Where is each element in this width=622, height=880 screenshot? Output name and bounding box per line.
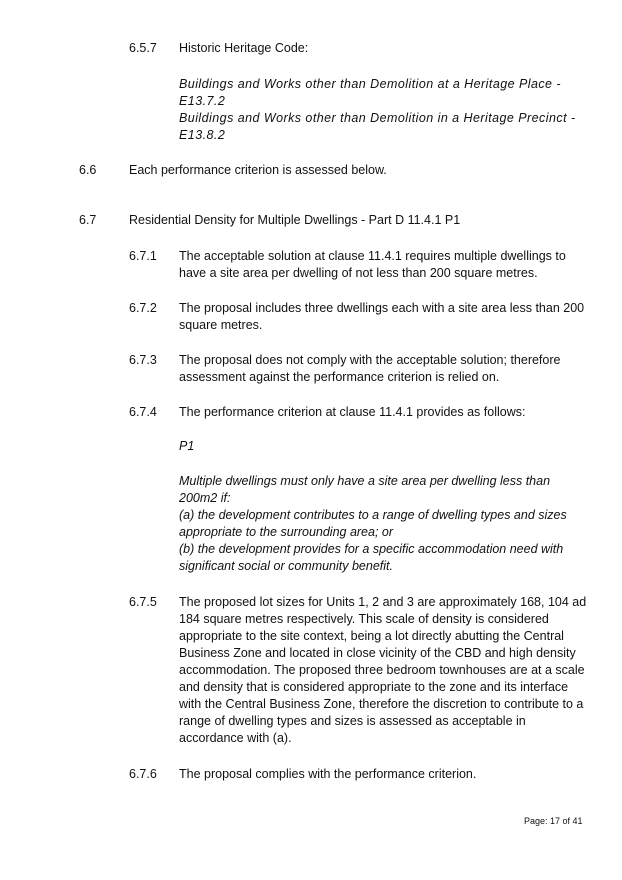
paragraph-line: The proposed lot sizes for Units 1, 2 and 3 are approximately 168, 104 ad <box>179 595 587 609</box>
paragraph-line: with the Central Business Zone, therefore the discretion to contribute to a <box>179 697 584 711</box>
criterion-line: 200m2 if: <box>179 491 231 505</box>
paragraph-line: The proposal includes three dwellings each with a site area less than 200 <box>179 301 585 315</box>
paragraph-line: assessment against the performance criterion is relied on. <box>179 370 500 384</box>
code-reference-line: Buildings and Works other than Demolition in a Heritage Precinct - <box>179 111 576 125</box>
paragraph-line: accommodation. The proposed three bedroom townhouses are at a scale <box>179 663 585 677</box>
paragraph-text: Each performance criterion is assessed below. <box>129 163 387 177</box>
code-reference-line: E13.8.2 <box>179 128 226 142</box>
paragraph-number: 6.7.2 <box>129 301 157 315</box>
paragraph-line: The proposal does not comply with the acceptable solution; therefore <box>179 353 561 367</box>
criterion-line: (a) the development contributes to a range of dwelling types and sizes <box>179 508 567 522</box>
paragraph-number: 6.7.6 <box>129 767 157 781</box>
criterion-line: appropriate to the surrounding area; or <box>179 525 394 539</box>
paragraph-text: The performance criterion at clause 11.4.1 provides as follows: <box>179 405 526 419</box>
code-reference-line: E13.7.2 <box>179 94 226 108</box>
section-heading: Residential Density for Multiple Dwellings - Part D 11.4.1 P1 <box>129 213 461 227</box>
paragraph-line: appropriate to the site context, being a lot directly abutting the Central <box>179 629 564 643</box>
criterion-line: significant social or community benefit. <box>179 559 393 573</box>
paragraph-line: square metres. <box>179 318 263 332</box>
code-reference-line: Buildings and Works other than Demolition at a Heritage Place - <box>179 77 561 91</box>
paragraph-line: 184 square metres respectively. This scale of density is considered <box>179 612 549 626</box>
paragraph-number: 6.6 <box>79 163 97 177</box>
paragraph-heading: Historic Heritage Code: <box>179 41 309 55</box>
paragraph-line: and density that is considered appropriate to the zone and its interface <box>179 680 569 694</box>
paragraph-line: Business Zone and located in close vicinity of the CBD and high density <box>179 646 576 660</box>
paragraph-number: 6.7.3 <box>129 353 157 367</box>
paragraph-line: range of dwelling types and sizes is assessed as acceptable in <box>179 714 526 728</box>
paragraph-number: 6.7.4 <box>129 405 157 419</box>
paragraph-line: have a site area per dwelling of not less than 200 square metres. <box>179 266 538 280</box>
paragraph-number: 6.7.5 <box>129 595 157 609</box>
paragraph-number: 6.7 <box>79 213 97 227</box>
criterion-line: (b) the development provides for a specific accommodation need with <box>179 542 564 556</box>
paragraph-text: The proposal complies with the performance criterion. <box>179 767 477 781</box>
paragraph-line: accordance with (a). <box>179 731 292 745</box>
paragraph-number: 6.5.7 <box>129 41 157 55</box>
page-number: Page: 17 of 41 <box>524 816 583 826</box>
paragraph-line: The acceptable solution at clause 11.4.1 requires multiple dwellings to <box>179 249 566 263</box>
paragraph-number: 6.7.1 <box>129 249 157 263</box>
criterion-heading: P1 <box>179 439 195 453</box>
criterion-line: Multiple dwellings must only have a site area per dwelling less than <box>179 474 551 488</box>
